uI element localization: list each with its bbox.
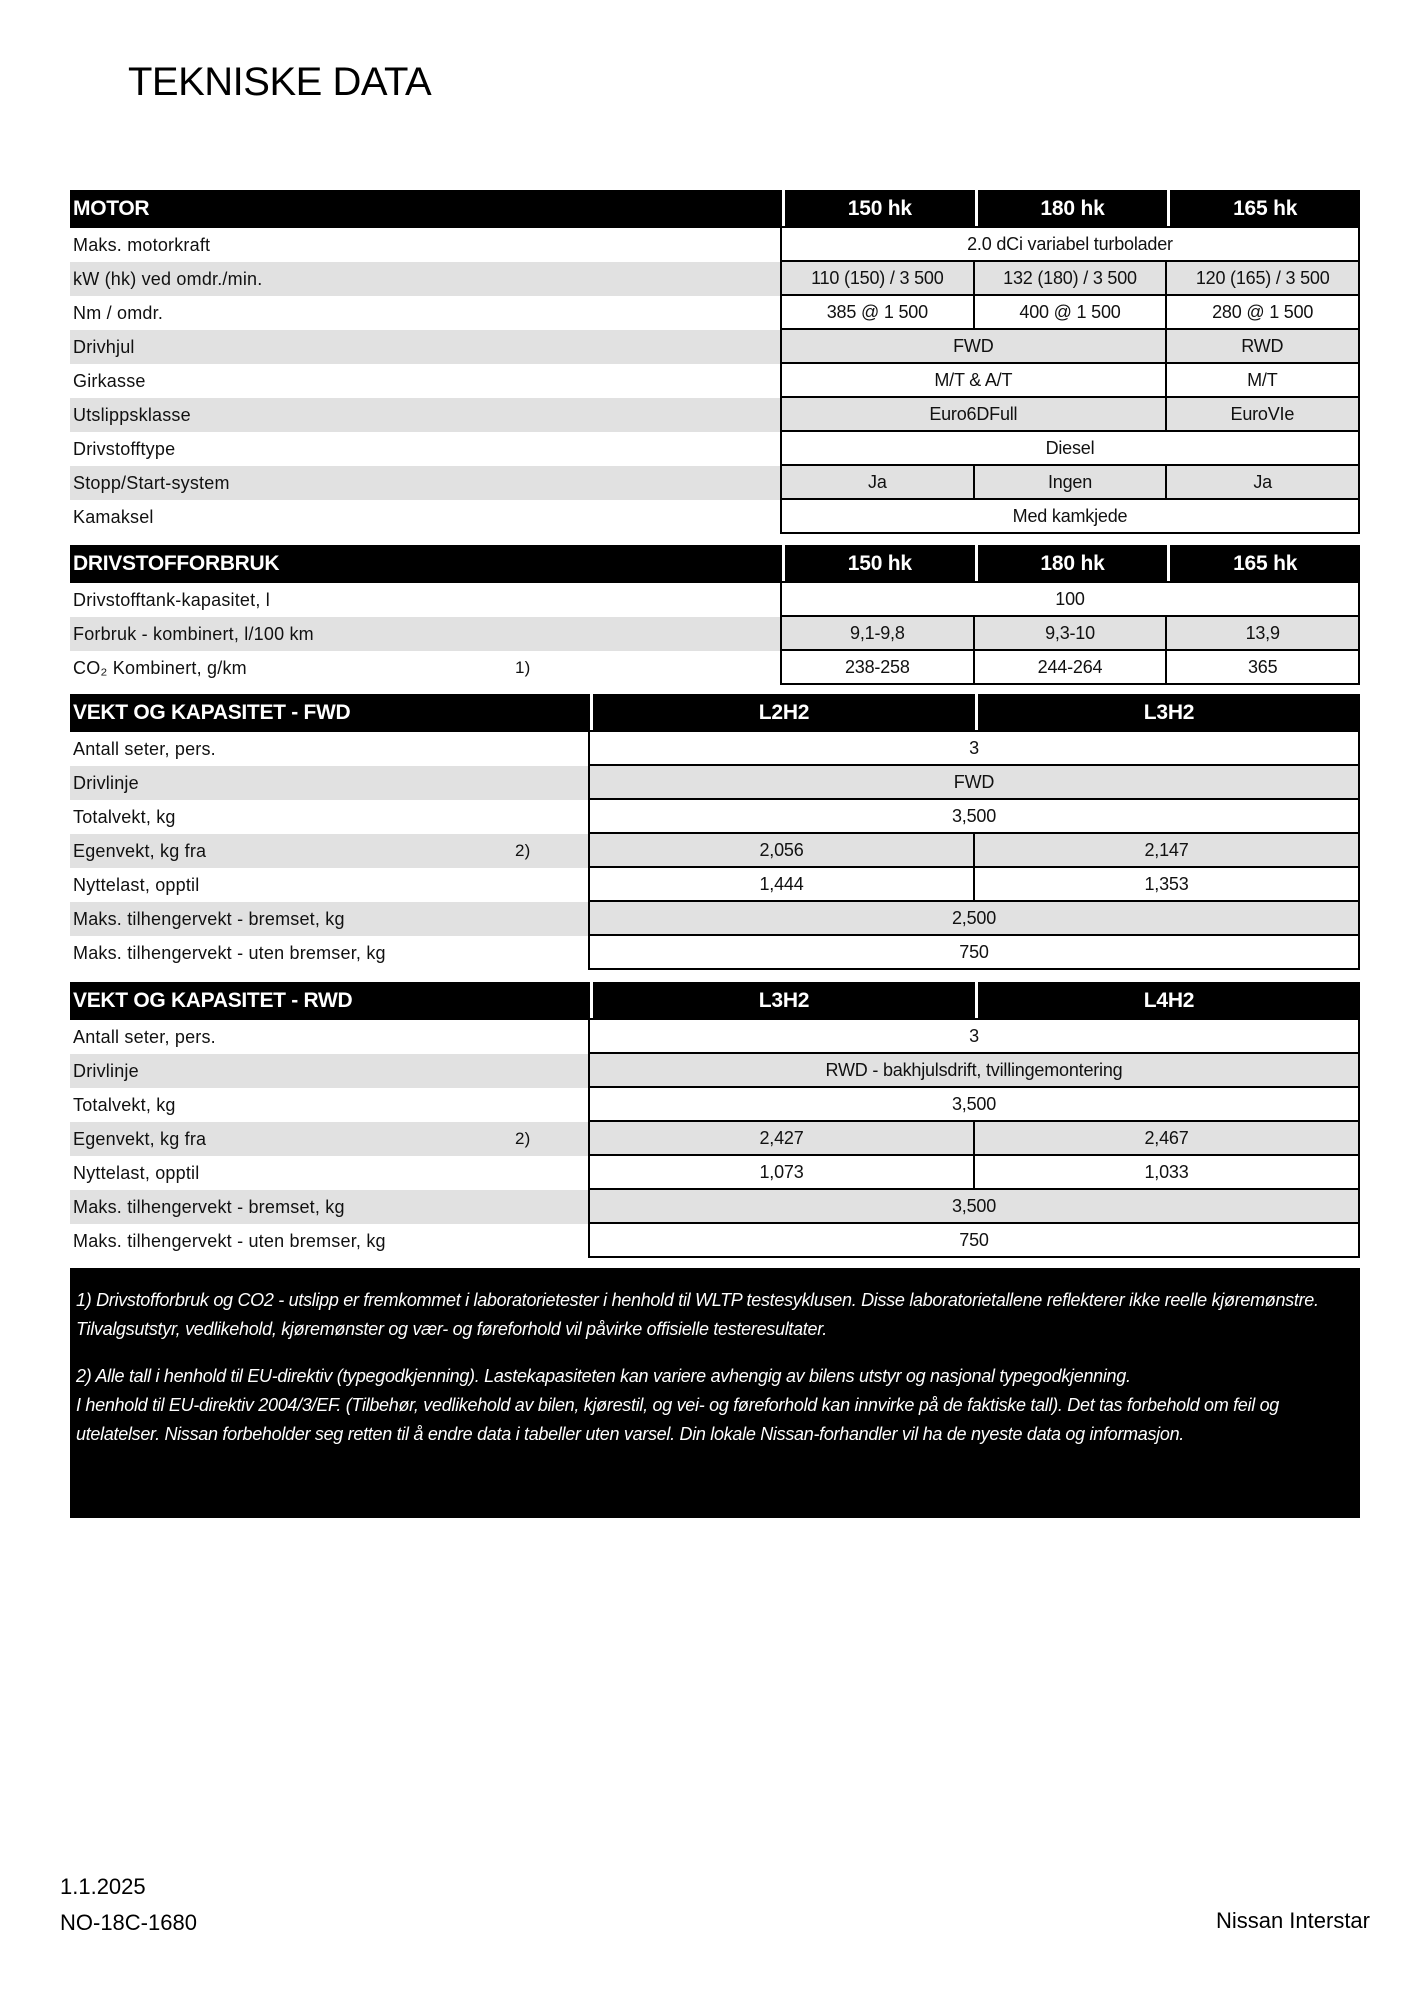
row-label: Nyttelast, opptil	[73, 874, 200, 895]
fuel-col-180: 180 hk	[975, 545, 1168, 583]
egenvekt-label: Egenvekt, kg fra	[73, 840, 207, 861]
row-value: 1,073	[588, 1154, 975, 1190]
row-value: 750	[588, 1222, 1360, 1258]
table-row	[70, 1020, 1360, 1054]
row-value: 9,3-10	[973, 615, 1168, 651]
table-row	[70, 617, 1360, 651]
document-code: NO-18C-1680	[60, 1910, 197, 1935]
row-value: M/T	[1165, 362, 1360, 398]
weight-rwd-col-l3h2: L3H2	[590, 982, 975, 1020]
table-row	[70, 834, 1360, 868]
row-label: Nyttelast, opptil	[73, 1162, 200, 1183]
row-value: FWD	[780, 328, 1167, 364]
weight-fwd-col-l3h2: L3H2	[975, 694, 1360, 732]
motor-table	[70, 190, 1360, 534]
row-value: 2,500	[588, 900, 1360, 936]
motor-header-row	[70, 190, 1360, 228]
row-value: 400 @ 1 500	[973, 294, 1168, 330]
row-value: EuroVIe	[1165, 396, 1360, 432]
row-value: 2.0 dCi variabel turbolader	[780, 226, 1360, 262]
row-label: Forbruk - kombinert, l/100 km	[73, 623, 314, 644]
table-row	[70, 228, 1360, 262]
row-value: RWD	[1165, 328, 1360, 364]
weight-fwd-header-label: VEKT OG KAPASITET - FWD	[73, 701, 351, 724]
fuel-header-label: DRIVSTOFFORBRUK	[73, 552, 280, 575]
document-date: 1.1.2025	[60, 1874, 146, 1899]
table-row	[70, 902, 1360, 936]
row-value: 3	[588, 1018, 1360, 1054]
row-value: Ja	[780, 464, 975, 500]
weight-rwd-header-row	[70, 982, 1360, 1020]
weight-fwd-header-row	[70, 694, 1360, 732]
motor-col-165: 165 hk	[1167, 190, 1360, 228]
fuel-header-row	[70, 545, 1360, 583]
table-row	[70, 262, 1360, 296]
row-label: Antall seter, pers.	[73, 1026, 216, 1047]
fuel-table	[70, 545, 1360, 685]
row-label: Totalvekt, kg	[73, 1094, 176, 1115]
row-value: 3,500	[588, 1188, 1360, 1224]
table-row	[70, 800, 1360, 834]
table-row	[70, 1122, 1360, 1156]
row-value: 1,033	[973, 1154, 1360, 1190]
row-value: 280 @ 1 500	[1165, 294, 1360, 330]
row-label: Maks. tilhengervekt - bremset, kg	[73, 908, 345, 929]
row-value: 100	[780, 581, 1360, 617]
table-row	[70, 766, 1360, 800]
table-row	[70, 398, 1360, 432]
table-row	[70, 330, 1360, 364]
row-value: Med kamkjede	[780, 498, 1360, 534]
table-row	[70, 936, 1360, 970]
row-value: 750	[588, 934, 1360, 970]
row-value: 2,147	[973, 832, 1360, 868]
row-value: 365	[1165, 649, 1360, 685]
weight-rwd-table	[70, 982, 1360, 1258]
motor-header-label: MOTOR	[73, 197, 150, 220]
footnotes-box	[70, 1268, 1360, 1518]
model-name: Nissan Interstar	[1215, 1908, 1370, 1933]
table-row	[70, 1156, 1360, 1190]
table-row	[70, 732, 1360, 766]
row-value: Euro6DFull	[780, 396, 1167, 432]
row-value: 2,427	[588, 1120, 975, 1156]
footnote-3: I henhold til EU-direktiv 2004/3/EF. (Tilbehør, vedlikehold av bilen, kjørestil, og vei- og føreforhold kan innvirke på de faktiske tall). Det tas forbehold om feil og utelatelser. Nissan forbeholder seg retten til å endre data i tabeller uten varsel. Din lokale Nissan-forhandler vil ha de nyeste data og informasjon.	[76, 1395, 1280, 1444]
table-row	[70, 500, 1360, 534]
table-row	[70, 466, 1360, 500]
row-label	[70, 834, 590, 868]
row-value: FWD	[588, 764, 1360, 800]
row-label: Stopp/Start-system	[73, 472, 230, 493]
table-row	[70, 868, 1360, 902]
row-value: 13,9	[1165, 615, 1360, 651]
table-row	[70, 364, 1360, 398]
table-row	[70, 1054, 1360, 1088]
row-value: RWD - bakhjulsdrift, tvillingemontering	[588, 1052, 1360, 1088]
table-row	[70, 583, 1360, 617]
row-label: Maks. tilhengervekt - uten bremser, kg	[73, 942, 386, 963]
motor-col-150: 150 hk	[782, 190, 975, 228]
row-value: Ingen	[973, 464, 1168, 500]
row-value: 3	[588, 730, 1360, 766]
row-label: Drivlinje	[73, 772, 139, 793]
row-value: 238-258	[780, 649, 975, 685]
row-label	[70, 651, 782, 685]
table-row	[70, 651, 1360, 685]
page-title: TEKNISKE DATA	[128, 60, 432, 104]
row-value: 120 (165) / 3 500	[1165, 260, 1360, 296]
footnote-ref: 2)	[515, 841, 531, 860]
table-row	[70, 432, 1360, 466]
co2-label: CO₂ Kombinert, g/km	[73, 657, 247, 678]
footnote-1: 1) Drivstofforbruk og CO2 - utslipp er fremkommet i laboratorietester i henhold til WLTP testesyklusen. Disse laboratorietallene reflekterer ikke reelle kjøremønstre. Tilvalgsutstyr, vedlikehold, kjøremønster og vær- og føreforhold vil påvirke offisielle testeresultater.	[76, 1290, 1319, 1339]
row-value: 110 (150) / 3 500	[780, 260, 975, 296]
fuel-col-165: 165 hk	[1167, 545, 1360, 583]
row-value: 9,1-9,8	[780, 615, 975, 651]
row-value: 385 @ 1 500	[780, 294, 975, 330]
table-row	[70, 1088, 1360, 1122]
row-value: 1,444	[588, 866, 975, 902]
row-value: 2,467	[973, 1120, 1360, 1156]
row-value: 2,056	[588, 832, 975, 868]
table-row	[70, 296, 1360, 330]
fuel-col-150: 150 hk	[782, 545, 975, 583]
footnote-ref: 1)	[515, 658, 531, 677]
row-value: 1,353	[973, 866, 1360, 902]
row-label: Maks. tilhengervekt - uten bremser, kg	[73, 1230, 386, 1251]
footnote-2: 2) Alle tall i henhold til EU-direktiv (typegodkjenning). Lastekapasiteten kan variere avhengig av bilens utstyr og nasjonal typegodkjenning.	[76, 1366, 1131, 1386]
row-value: 3,500	[588, 1086, 1360, 1122]
row-label: Antall seter, pers.	[73, 738, 216, 759]
egenvekt-label: Egenvekt, kg fra	[73, 1128, 207, 1149]
row-label: Maks. tilhengervekt - bremset, kg	[73, 1196, 345, 1217]
footnote-ref: 2)	[515, 1129, 531, 1148]
row-label: Drivlinje	[73, 1060, 139, 1081]
row-label	[70, 1122, 590, 1156]
row-label: Utslippsklasse	[73, 404, 191, 425]
table-row	[70, 1224, 1360, 1258]
row-label: Drivhjul	[73, 336, 135, 357]
row-label: Kamaksel	[73, 506, 154, 527]
row-label: Nm / omdr.	[73, 302, 164, 323]
row-value: M/T & A/T	[780, 362, 1167, 398]
weight-rwd-col-l4h2: L4H2	[975, 982, 1360, 1020]
row-value: 132 (180) / 3 500	[973, 260, 1168, 296]
row-value: 3,500	[588, 798, 1360, 834]
row-label: Maks. motorkraft	[73, 234, 211, 255]
weight-fwd-table	[70, 694, 1360, 970]
weight-fwd-col-l2h2: L2H2	[590, 694, 975, 732]
row-label: Drivstofftype	[73, 438, 176, 459]
row-label: Girkasse	[73, 370, 146, 391]
row-value: 244-264	[973, 649, 1168, 685]
row-value: Diesel	[780, 430, 1360, 466]
motor-col-180: 180 hk	[975, 190, 1168, 228]
weight-rwd-header-label: VEKT OG KAPASITET - RWD	[73, 989, 353, 1012]
row-label: Totalvekt, kg	[73, 806, 176, 827]
row-label: Drivstofftank-kapasitet, l	[73, 589, 270, 610]
row-label: kW (hk) ved omdr./min.	[73, 268, 263, 289]
row-value: Ja	[1165, 464, 1360, 500]
table-row	[70, 1190, 1360, 1224]
